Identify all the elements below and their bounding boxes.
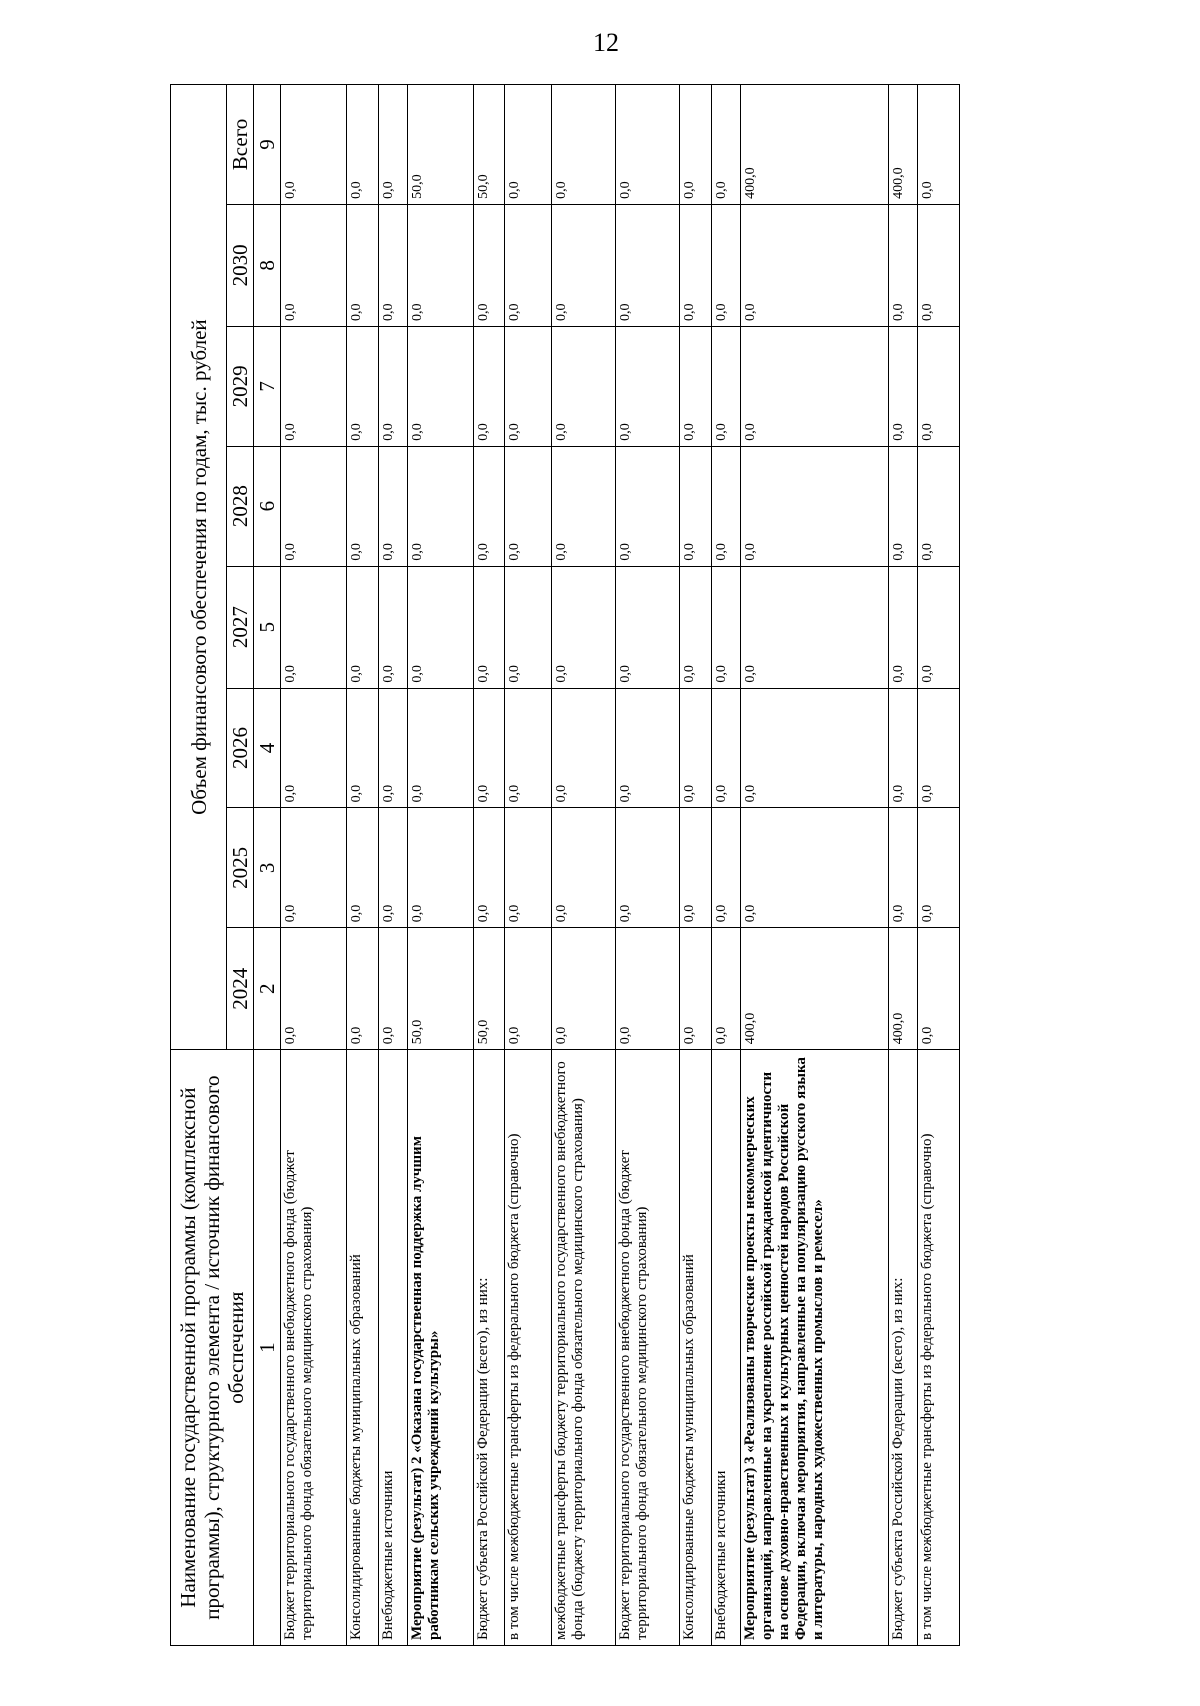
column-number: 5 bbox=[254, 566, 281, 688]
page-number: 12 bbox=[593, 28, 619, 57]
table-row bbox=[281, 85, 347, 1646]
row-value: 0,0 bbox=[347, 928, 379, 1050]
row-value: 0,0 bbox=[379, 808, 408, 928]
row-value: 50,0 bbox=[408, 928, 474, 1050]
row-value: 0,0 bbox=[680, 928, 712, 1050]
row-value: 0,0 bbox=[379, 566, 408, 688]
table-row bbox=[474, 85, 505, 1646]
row-value: 0,0 bbox=[712, 566, 741, 688]
row-value: 0,0 bbox=[680, 326, 712, 446]
row-value: 0,0 bbox=[680, 85, 712, 205]
budget-table bbox=[170, 84, 960, 1646]
table-row bbox=[712, 85, 741, 1646]
row-value: 0,0 bbox=[379, 446, 408, 566]
column-number: 7 bbox=[254, 326, 281, 446]
row-value: 0,0 bbox=[281, 566, 347, 688]
column-number: 2 bbox=[254, 928, 281, 1050]
volume-column-header: Объем финансового обеспечения по годам, тыс. рублей bbox=[171, 85, 227, 1050]
table-row bbox=[680, 85, 712, 1646]
row-value: 0,0 bbox=[474, 808, 505, 928]
name-column-header: Наименование государственной программы (комплексной программы), структурного элемента / источник финансового обеспечения bbox=[171, 1050, 254, 1646]
row-name: Мероприятие (результат) 3 «Реализованы творческие проекты некоммерческих организаций, направленные на укрепление российской гражданской идентичности на основе духовно-нравственных и культурных ценностей народов Российской Федерации, включая мероприятия, направленные на популяризацию русского языка и литературы, народных художественных промыслов и ремесел» bbox=[741, 1050, 889, 1646]
row-value: 0,0 bbox=[347, 326, 379, 446]
row-value: 0,0 bbox=[552, 566, 616, 688]
row-value: 0,0 bbox=[379, 204, 408, 326]
year-header-2028: 2028 bbox=[227, 446, 254, 566]
table-row bbox=[408, 85, 474, 1646]
row-name: Бюджет субъекта Российской Федерации (всего), из них: bbox=[889, 1050, 918, 1646]
row-value: 400,0 bbox=[741, 928, 889, 1050]
row-value: 0,0 bbox=[505, 688, 552, 808]
row-value: 0,0 bbox=[281, 326, 347, 446]
table-row bbox=[741, 85, 889, 1646]
row-name: Бюджет субъекта Российской Федерации (всего), из них: bbox=[474, 1050, 505, 1646]
row-value: 0,0 bbox=[347, 204, 379, 326]
row-value: 0,0 bbox=[552, 85, 616, 205]
row-value: 0,0 bbox=[281, 446, 347, 566]
row-value: 0,0 bbox=[347, 808, 379, 928]
row-value: 0,0 bbox=[505, 566, 552, 688]
year-header-2024: 2024 bbox=[227, 928, 254, 1050]
row-value: 0,0 bbox=[616, 446, 680, 566]
row-name: Внебюджетные источники bbox=[379, 1050, 408, 1646]
row-value: 50,0 bbox=[408, 85, 474, 205]
row-value: 0,0 bbox=[616, 808, 680, 928]
row-value: 0,0 bbox=[347, 446, 379, 566]
row-value: 0,0 bbox=[712, 85, 741, 205]
row-value: 0,0 bbox=[474, 446, 505, 566]
column-number: 3 bbox=[254, 808, 281, 928]
row-value: 0,0 bbox=[505, 326, 552, 446]
row-value: 0,0 bbox=[741, 446, 889, 566]
year-header-2029: 2029 bbox=[227, 326, 254, 446]
row-value: 0,0 bbox=[281, 85, 347, 205]
row-value: 0,0 bbox=[918, 326, 960, 446]
row-name: Консолидированные бюджеты муниципальных образований bbox=[680, 1050, 712, 1646]
row-value: 0,0 bbox=[616, 85, 680, 205]
row-value: 0,0 bbox=[889, 808, 918, 928]
row-value: 0,0 bbox=[347, 85, 379, 205]
row-value: 0,0 bbox=[712, 688, 741, 808]
row-value: 0,0 bbox=[616, 928, 680, 1050]
row-value: 0,0 bbox=[741, 688, 889, 808]
row-value: 0,0 bbox=[680, 446, 712, 566]
row-value: 0,0 bbox=[474, 688, 505, 808]
row-value: 0,0 bbox=[474, 566, 505, 688]
row-value: 0,0 bbox=[474, 204, 505, 326]
row-value: 0,0 bbox=[680, 688, 712, 808]
row-value: 0,0 bbox=[505, 928, 552, 1050]
table-row bbox=[505, 85, 552, 1646]
row-value: 0,0 bbox=[918, 85, 960, 205]
row-value: 0,0 bbox=[616, 566, 680, 688]
row-value: 0,0 bbox=[408, 688, 474, 808]
row-value: 0,0 bbox=[918, 204, 960, 326]
year-header-2027: 2027 bbox=[227, 566, 254, 688]
row-value: 0,0 bbox=[616, 688, 680, 808]
row-name: межбюджетные трансферты бюджету территориального государственного внебюджетного фонда (бюджету территориального фонда обязательного медицинского страхования) bbox=[552, 1050, 616, 1646]
row-value: 0,0 bbox=[712, 204, 741, 326]
column-number: 4 bbox=[254, 688, 281, 808]
row-name: Бюджет территориального государственного внебюджетного фонда (бюджет территориального фонда обязательного медицинского страхования) bbox=[616, 1050, 680, 1646]
row-value: 0,0 bbox=[552, 204, 616, 326]
row-name: Внебюджетные источники bbox=[712, 1050, 741, 1646]
row-value: 50,0 bbox=[474, 85, 505, 205]
row-value: 0,0 bbox=[616, 326, 680, 446]
row-value: 0,0 bbox=[505, 446, 552, 566]
row-value: 0,0 bbox=[741, 808, 889, 928]
row-value: 0,0 bbox=[379, 928, 408, 1050]
row-value: 0,0 bbox=[408, 446, 474, 566]
row-value: 0,0 bbox=[347, 566, 379, 688]
row-value: 0,0 bbox=[712, 928, 741, 1050]
row-value: 0,0 bbox=[505, 85, 552, 205]
table-body bbox=[281, 85, 960, 1646]
year-header-2026: 2026 bbox=[227, 688, 254, 808]
row-value: 0,0 bbox=[552, 326, 616, 446]
row-value: 0,0 bbox=[347, 688, 379, 808]
table-row bbox=[347, 85, 379, 1646]
row-value: 0,0 bbox=[741, 204, 889, 326]
year-header-2030: 2030 bbox=[227, 204, 254, 326]
row-value: 0,0 bbox=[741, 326, 889, 446]
row-name: Мероприятие (результат) 2 «Оказана государственная поддержка лучшим работникам сельских учреждений культуры» bbox=[408, 1050, 474, 1646]
column-number: 6 bbox=[254, 446, 281, 566]
row-value: 0,0 bbox=[616, 204, 680, 326]
row-value: 0,0 bbox=[281, 204, 347, 326]
row-value: 0,0 bbox=[680, 204, 712, 326]
row-value: 400,0 bbox=[889, 85, 918, 205]
budget-table-rotated bbox=[170, 84, 960, 1646]
row-value: 0,0 bbox=[408, 326, 474, 446]
year-header-2025: 2025 bbox=[227, 808, 254, 928]
row-value: 0,0 bbox=[505, 808, 552, 928]
row-value: 0,0 bbox=[889, 446, 918, 566]
year-header-total: Всего bbox=[227, 85, 254, 205]
row-value: 0,0 bbox=[552, 688, 616, 808]
row-value: 0,0 bbox=[552, 446, 616, 566]
row-value: 0,0 bbox=[712, 446, 741, 566]
row-value: 0,0 bbox=[408, 204, 474, 326]
table-row bbox=[552, 85, 616, 1646]
row-value: 0,0 bbox=[918, 928, 960, 1050]
row-value: 0,0 bbox=[918, 446, 960, 566]
row-value: 0,0 bbox=[918, 566, 960, 688]
row-value: 50,0 bbox=[474, 928, 505, 1050]
row-value: 0,0 bbox=[889, 566, 918, 688]
row-value: 0,0 bbox=[408, 566, 474, 688]
row-value: 400,0 bbox=[889, 928, 918, 1050]
column-number: 9 bbox=[254, 85, 281, 205]
row-value: 0,0 bbox=[505, 204, 552, 326]
row-value: 0,0 bbox=[552, 808, 616, 928]
row-value: 0,0 bbox=[918, 688, 960, 808]
row-value: 0,0 bbox=[552, 928, 616, 1050]
row-value: 0,0 bbox=[680, 566, 712, 688]
row-value: 0,0 bbox=[379, 85, 408, 205]
column-number: 8 bbox=[254, 204, 281, 326]
row-value: 0,0 bbox=[741, 566, 889, 688]
row-name: Бюджет территориального государственного внебюджетного фонда (бюджет территориального фонда обязательного медицинского страхования) bbox=[281, 1050, 347, 1646]
column-number: 1 bbox=[254, 1050, 281, 1646]
row-value: 0,0 bbox=[474, 326, 505, 446]
row-name: Консолидированные бюджеты муниципальных образований bbox=[347, 1050, 379, 1646]
row-value: 0,0 bbox=[712, 808, 741, 928]
row-value: 0,0 bbox=[680, 808, 712, 928]
row-value: 0,0 bbox=[918, 808, 960, 928]
row-value: 0,0 bbox=[889, 204, 918, 326]
table-row bbox=[616, 85, 680, 1646]
row-value: 0,0 bbox=[408, 808, 474, 928]
row-value: 0,0 bbox=[281, 928, 347, 1050]
row-value: 0,0 bbox=[379, 326, 408, 446]
row-value: 0,0 bbox=[379, 688, 408, 808]
table-row bbox=[379, 85, 408, 1646]
row-value: 0,0 bbox=[889, 326, 918, 446]
row-value: 0,0 bbox=[889, 688, 918, 808]
row-value: 0,0 bbox=[712, 326, 741, 446]
table-row bbox=[889, 85, 918, 1646]
row-name: в том числе межбюджетные трансферты из федерального бюджета (справочно) bbox=[918, 1050, 960, 1646]
row-value: 0,0 bbox=[281, 688, 347, 808]
row-value: 400,0 bbox=[741, 85, 889, 205]
row-value: 0,0 bbox=[281, 808, 347, 928]
row-name: в том числе межбюджетные трансферты из федерального бюджета (справочно) bbox=[505, 1050, 552, 1646]
table-row bbox=[918, 85, 960, 1646]
